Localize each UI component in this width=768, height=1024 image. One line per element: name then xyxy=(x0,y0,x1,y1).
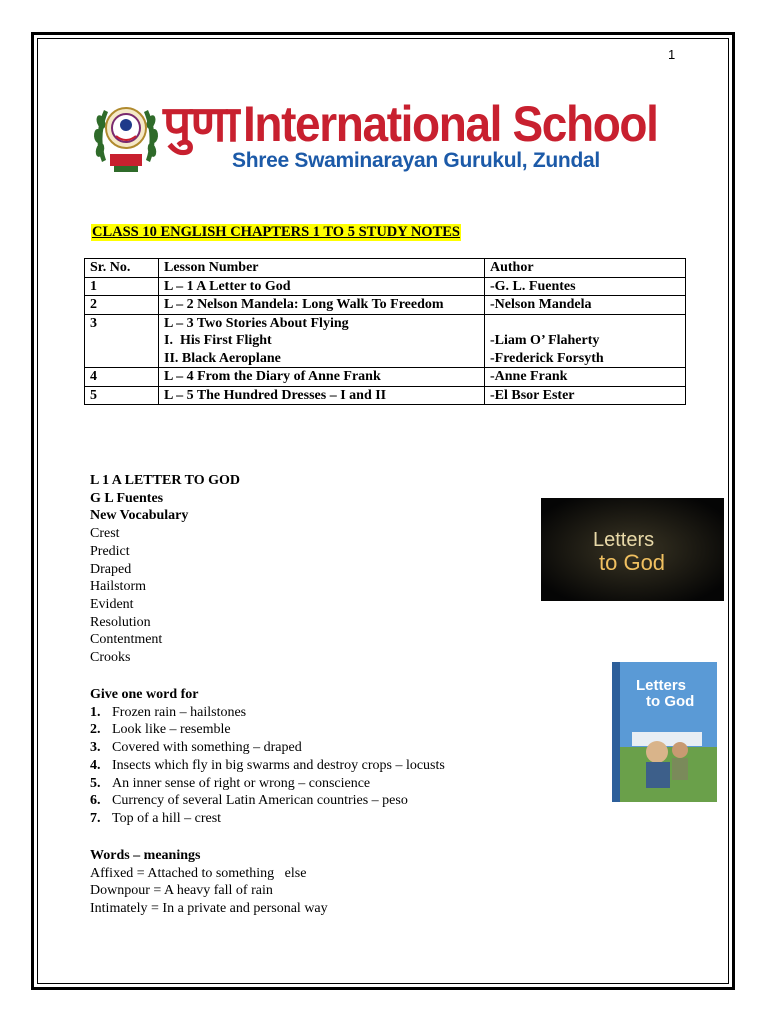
header-author: Author xyxy=(485,259,686,278)
list-item: 5. An inner sense of right or wrong – conscience xyxy=(90,775,371,791)
letters-to-god-dvd-cover-image xyxy=(612,662,717,802)
vocab-item: Hailstorm xyxy=(90,579,146,595)
lesson-title: L – 3 Two Stories About Flying xyxy=(164,315,349,331)
list-item: 4. Insects which fly in big swarms and destroy crops – locusts xyxy=(90,757,445,773)
cell-lesson: L – 2 Nelson Mandela: Long Walk To Freedom xyxy=(159,296,485,315)
meaning-item: Intimately = In a private and personal way xyxy=(90,901,328,917)
vocab-item: Contentment xyxy=(90,632,163,648)
table-row xyxy=(85,386,686,405)
chapter-section xyxy=(90,472,240,667)
list-item: 2. Look like – resemble xyxy=(90,722,231,738)
vocab-item: Resolution xyxy=(90,614,151,630)
document-heading: CLASS 10 ENGLISH CHAPTERS 1 TO 5 STUDY NOTES xyxy=(92,224,460,240)
cell-author xyxy=(485,314,686,368)
meaning-item: Downpour = A heavy fall of rain xyxy=(90,883,273,899)
lesson-sub-2: II. Black Aeroplane xyxy=(164,350,281,366)
vocab-heading: New Vocabulary xyxy=(90,508,189,524)
cell-lesson: L – 4 From the Diary of Anne Frank xyxy=(159,368,485,387)
cell-author: -Nelson Mandela xyxy=(485,296,686,315)
one-word-heading: Give one word for xyxy=(90,687,199,702)
vocab-item: Draped xyxy=(90,561,132,577)
author-2: -Frederick Forsyth xyxy=(490,350,604,366)
cell-sr: 4 xyxy=(85,368,159,387)
poster-title-1: Letters xyxy=(636,677,687,694)
table-header-row xyxy=(85,259,686,278)
table-row xyxy=(85,314,686,368)
cell-sr: 1 xyxy=(85,277,159,296)
cell-sr: 2 xyxy=(85,296,159,315)
meaning-item: Affixed = Attached to something else xyxy=(90,865,307,881)
lesson-sub-1: I. His First Flight xyxy=(164,333,272,348)
banner-line-1: Letters xyxy=(593,529,655,551)
cell-lesson: L – 1 A Letter to God xyxy=(159,277,485,296)
poster-title-2: to God xyxy=(646,693,695,710)
lessons-table xyxy=(84,258,686,405)
banner-line-2: to God xyxy=(599,550,666,575)
meanings-heading: Words – meanings xyxy=(90,848,201,863)
table-row xyxy=(85,368,686,387)
vocab-item: Crooks xyxy=(90,650,131,666)
one-word-list xyxy=(90,704,445,828)
cell-lesson xyxy=(159,314,485,368)
meanings-section xyxy=(90,847,328,918)
school-name xyxy=(163,88,693,156)
list-item: 6. Currency of several Latin American countries – peso xyxy=(90,793,408,809)
school-subtitle: Shree Swaminarayan Gurukul, Zundal xyxy=(232,149,600,172)
author-1: -Liam O’ Flaherty xyxy=(490,333,600,348)
cell-lesson: L – 5 The Hundred Dresses – I and II xyxy=(159,386,485,405)
chapter-author: G L Fuentes xyxy=(90,490,164,506)
header-lesson: Lesson Number xyxy=(159,259,485,278)
list-item: 3. Covered with something – draped xyxy=(90,740,302,756)
header-sr-no: Sr. No. xyxy=(85,259,159,278)
school-logo xyxy=(92,92,160,178)
vocab-item: Crest xyxy=(90,526,120,542)
cell-sr: 5 xyxy=(85,386,159,405)
table-row xyxy=(85,277,686,296)
school-name-english: International School xyxy=(242,96,658,152)
cell-sr: 3 xyxy=(85,314,159,368)
chapter-title: L 1 A LETTER TO GOD xyxy=(90,473,241,488)
cell-author: -G. L. Fuentes xyxy=(485,277,686,296)
cell-author: -El Bsor Ester xyxy=(485,386,686,405)
vocab-item: Predict xyxy=(90,543,130,559)
table-row xyxy=(85,296,686,315)
one-word-section xyxy=(90,686,445,828)
list-item: 7. Top of a hill – crest xyxy=(90,810,222,826)
page-number: 1 xyxy=(668,47,676,62)
letters-to-god-banner-image xyxy=(541,498,724,601)
vocab-item: Evident xyxy=(90,596,134,612)
list-item: 1. Frozen rain – hailstones xyxy=(90,704,247,720)
cell-author: -Anne Frank xyxy=(485,368,686,387)
school-name-hindi: पुणा xyxy=(163,95,239,153)
